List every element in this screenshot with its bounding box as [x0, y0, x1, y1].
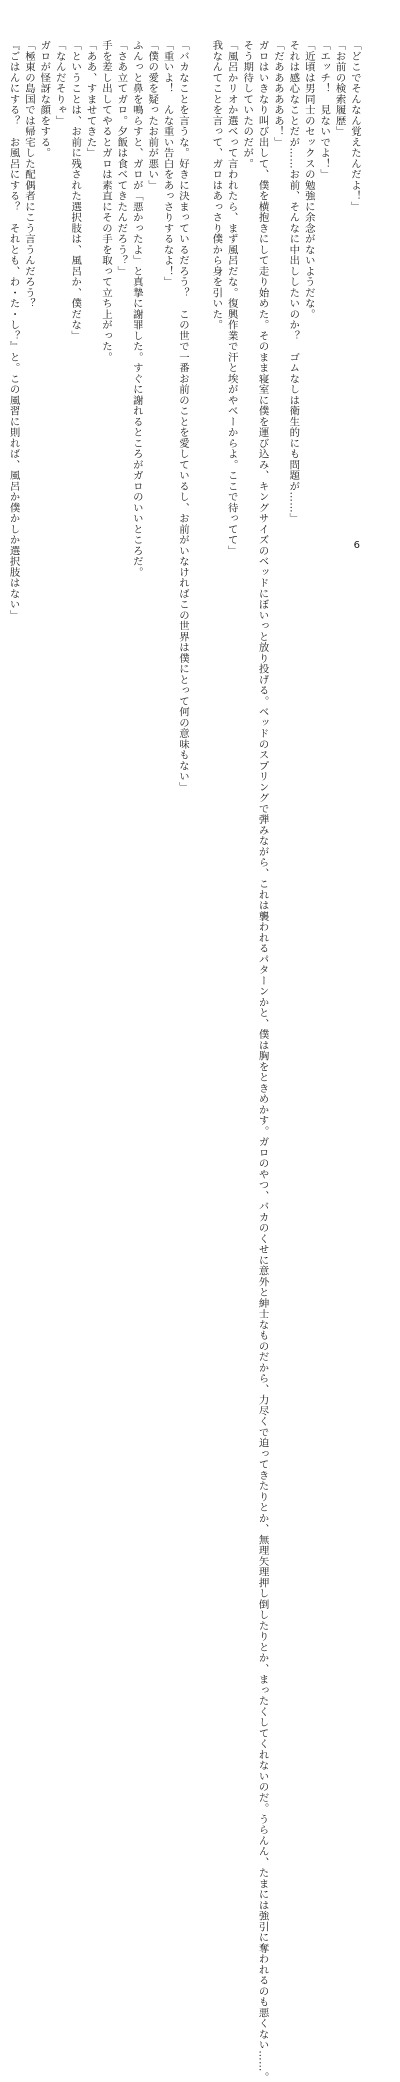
text-line: 「なんだそりゃ」	[53, 40, 66, 126]
text-line: 「風呂かリオか選べって言われたら、まず風呂だな。復興作業で汗と埃がやべーからよ。ここで待ってて」	[225, 40, 238, 556]
text-line: 「近頃は男同士のセックスの勉強に余念がないようだな。	[302, 40, 315, 320]
text-line: 「どこでそんなん覚えたんだよ！」	[349, 40, 361, 212]
text-line: 手を差し出してやるとガロは素直にその手を取って立ち上がった。	[99, 40, 112, 363]
text-line: そう期待していたのだが。	[241, 40, 254, 169]
text-line: それは感心なことだが……お前、そんなに中出ししたいのか？ ゴムなしは衛生的にも問題が……」	[287, 40, 300, 524]
text-line: 「ああ、すませてきた」	[84, 40, 97, 159]
text-line: 「お前の検索履歴」	[333, 40, 346, 137]
text-line: ガロが怪訝な顔をする。	[38, 40, 51, 159]
text-line: 「さあ立てガロ。夕飯は食べてきたんだろう？」	[115, 40, 128, 277]
text-line: 「エッチ！ 見ないでよ！」	[318, 40, 331, 180]
text-line: 「ということは、お前に残された選択肢は、風呂か、僕だな」	[69, 40, 82, 341]
right-text-block	[190, 40, 362, 2082]
text-line: 「極東の島国では帰宅した配偶者にこう言うんだろう？	[22, 40, 35, 309]
text-line: ふんっと鼻を鳴らすと、ガロが「悪かったよ」と真摯に謝罪した。すぐに謝れるところがガロのいいところだ。	[130, 40, 143, 578]
left-text-block	[7, 40, 190, 793]
text-line: 『ごはんにする？ お風呂にする？ それとも、わ・た・し？』と。この風習に則れば、風呂か僕かしか選択肢はない」	[7, 40, 20, 621]
text-line: 「僕の愛を疑ったお前が悪い」	[146, 40, 159, 191]
text-line: 我なんてことを言って、ガロはあっさり僕から身を引いた。	[210, 40, 223, 331]
text-line: 「だああああああ！」	[271, 40, 284, 148]
text-line: 「重いよ！ んな重い告白をあっさりするなよ！」	[161, 40, 174, 288]
text-line: 「バカなことを言うな。好きに決まっているだろう？ この世で一番お前のことを愛しているし、お前がいなければこの世界は僕にとって何の意味もない」	[177, 40, 189, 793]
page-number: 6	[353, 540, 360, 551]
text-line: ガロはいきなり叫び出して、僕を横抱きにして走り始めた。そのまま寝室に僕を運び込み、キングサイズのベッドにぼいっと放り投げる。ベッドのスプリングで弾みながら、これは襲われるパターンかと、僕は胸をときめかす。ガロのやつ、バカのくせに意外と紳士なものだから、力尽くで迫ってきたりとか、無理矢理押し倒したりとか、まったくしてくれないのだ。うらんん、たまには強引に奪われるのも悪くない……。	[256, 40, 269, 2082]
